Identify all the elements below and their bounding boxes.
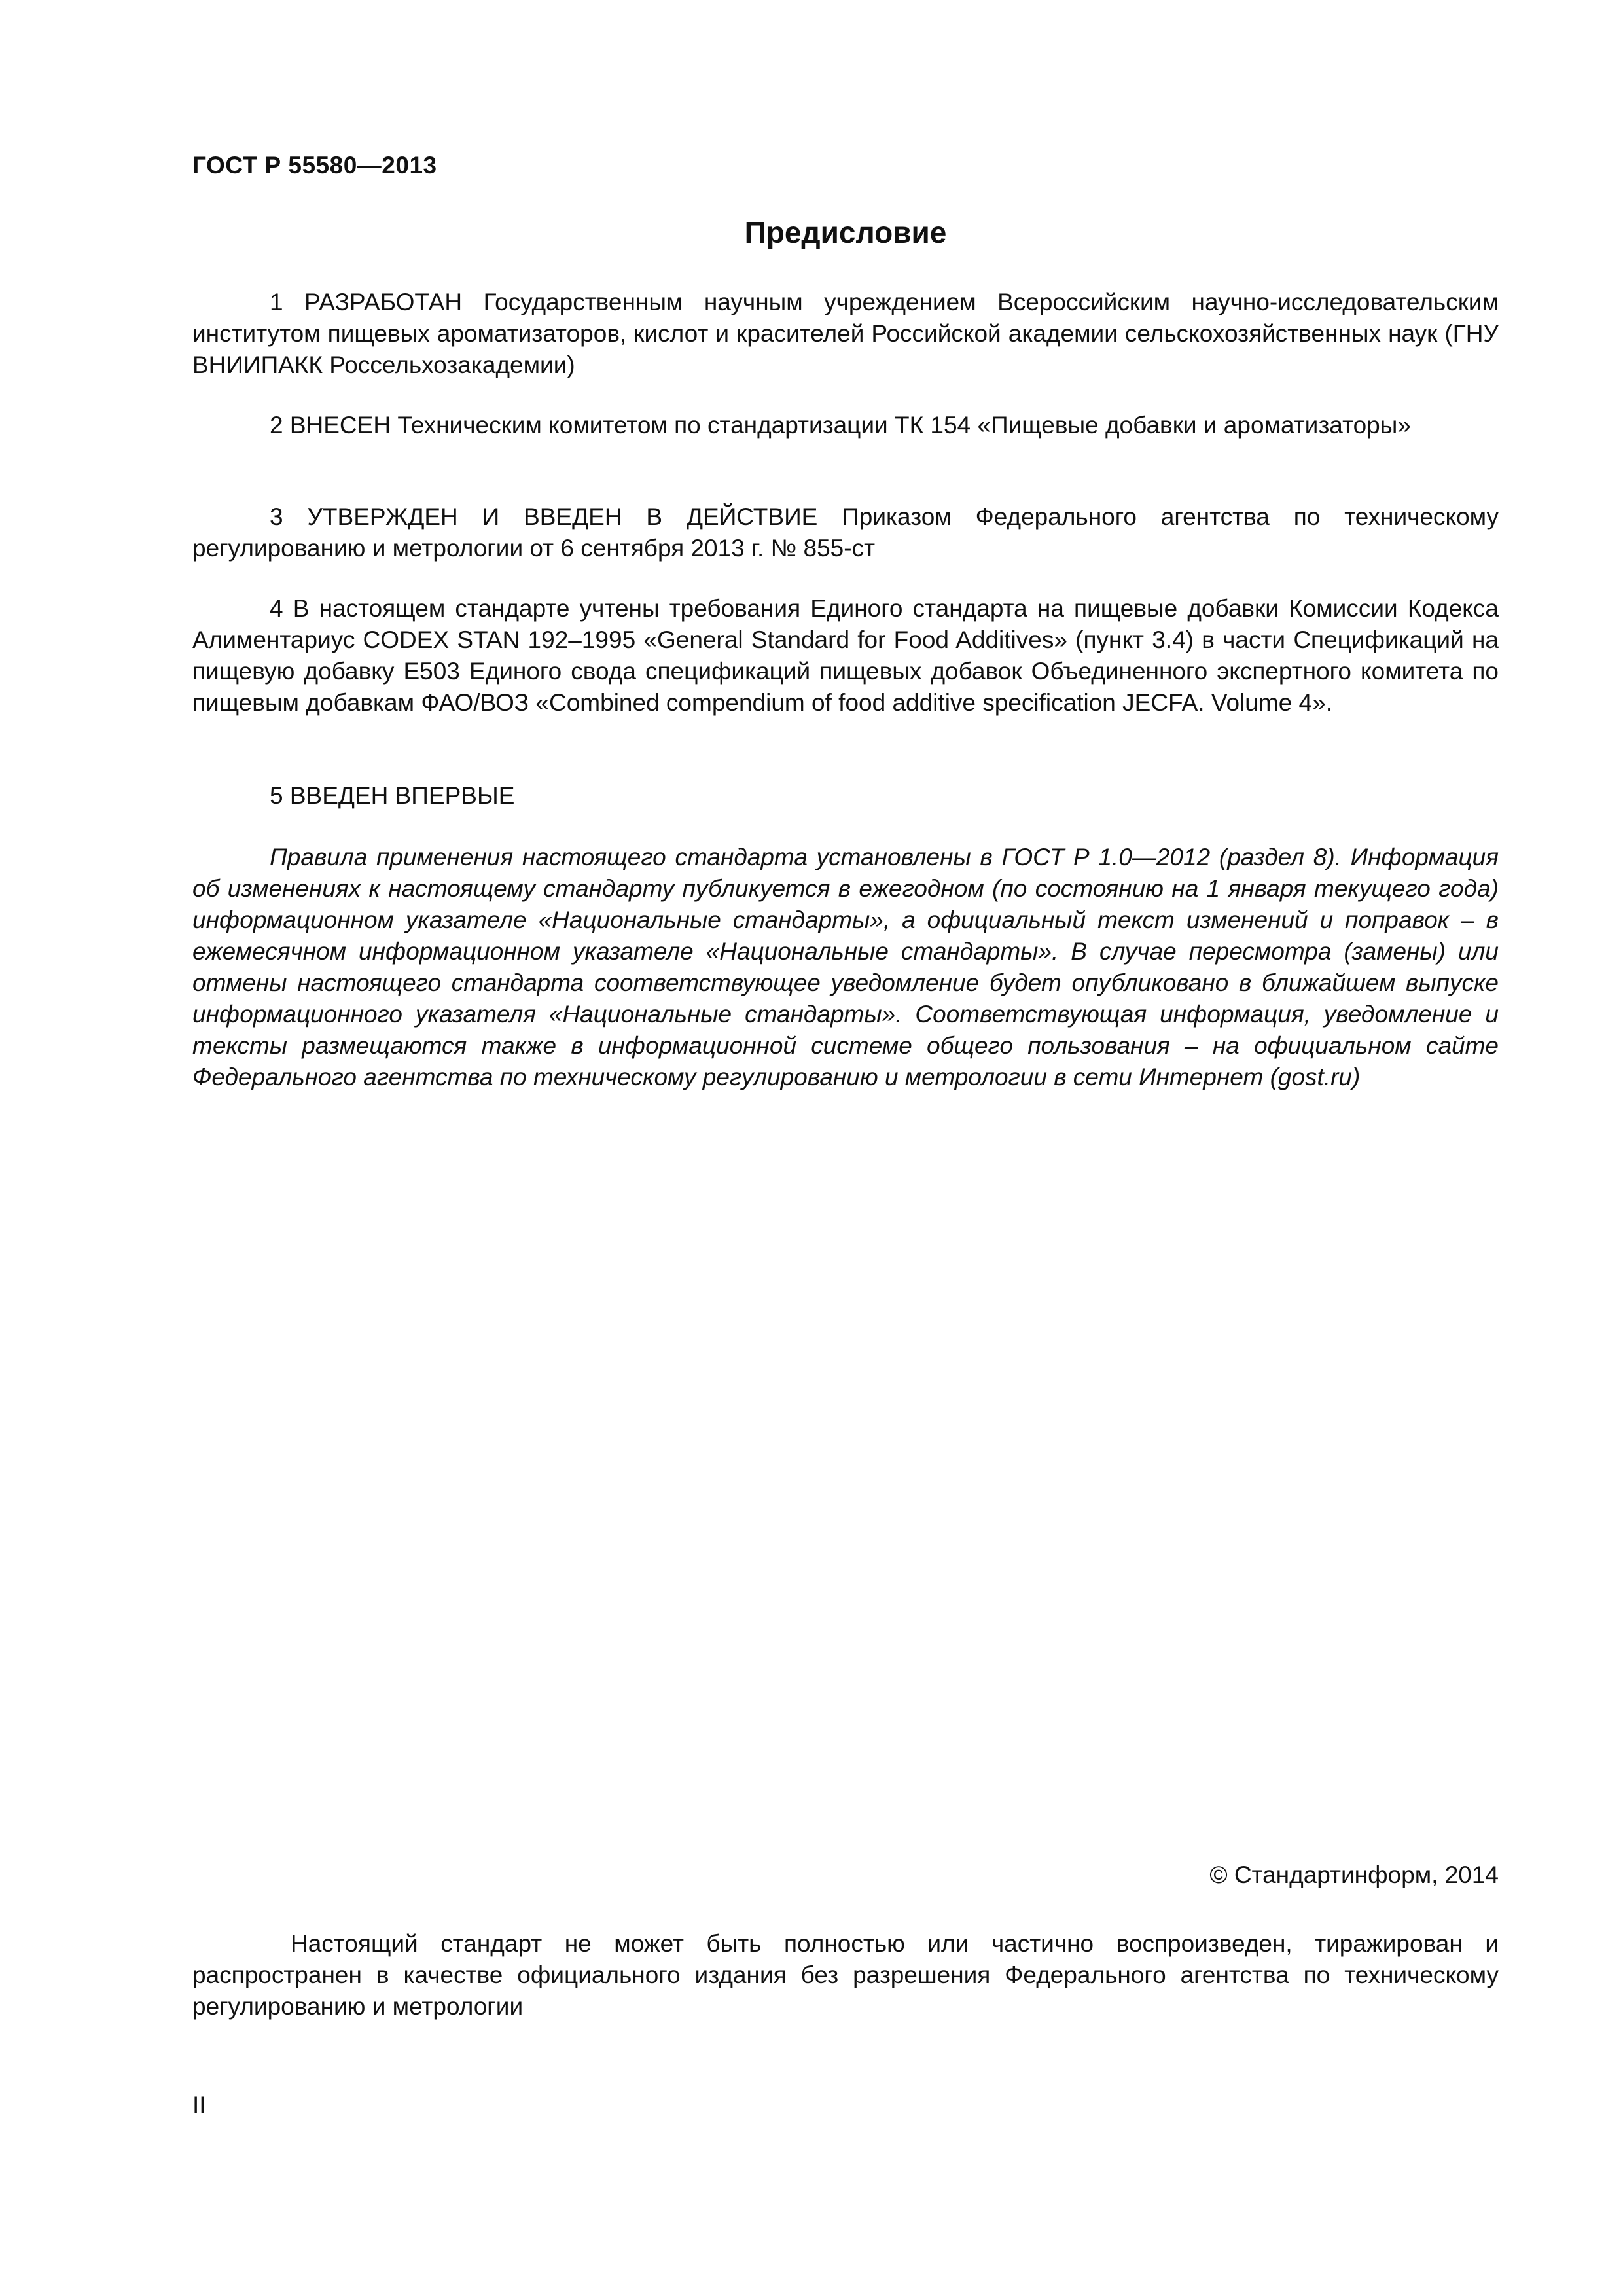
paragraph-text: 4 В настоящем стандарте учтены требования Единого стандарта на пищевые добавки Комиссии Кодекса Алиментариус CODEX STAN 192–1995 «General Standard for Food Additives» (пункт 3.4) в части Спецификаций на пищевую добавку Е503 Единого свода спецификаций пищевых добавок Объединенного экспертного комитета по пищевым добавкам ФАО/ВОЗ «Combined compendium of food additive specification JECFA. Volume 4».: [192, 595, 1499, 716]
legal-notice: [192, 1928, 1499, 2022]
foreword-item-first-introduced: [192, 780, 1499, 812]
foreword-item-developed: [192, 287, 1499, 381]
copyright-notice: © Стандартинформ, 2014: [1209, 1861, 1499, 1888]
paragraph-text: 3 УТВЕРЖДЕН И ВВЕДЕН В ДЕЙСТВИЕ Приказом Федерального агентства по техническому регулированию и метрологии от 6 сентября 2013 г. № 855-ст: [192, 503, 1499, 562]
foreword-item-requirements: [192, 593, 1499, 719]
paragraph-text: Настоящий стандарт не может быть полностью или частично воспроизведен, тиражирован и распространен в качестве официального издания без разрешения Федерального агентства по техническому регулированию и метрологии: [192, 1930, 1499, 2020]
paragraph-text: 2 ВНЕСЕН Техническим комитетом по стандартизации ТК 154 «Пищевые добавки и ароматизаторы»: [270, 412, 1411, 439]
rules-application-note: [192, 842, 1499, 1093]
page-number: II: [192, 2092, 206, 2119]
foreword-item-approved: [192, 501, 1499, 564]
paragraph-text: Правила применения настоящего стандарта установлены в ГОСТ Р 1.0—2012 (раздел 8). Информация об изменениях к настоящему стандарту публикуется в ежегодном (по состоянию на 1 января текущего года) информационном указателе «Национальные стандарты», а официальный текст изменений и поправок – в ежемесячном информационном указателе «Национальные стандарты». В случае пересмотра (замены) или отмены настоящего стандарта соответствующее уведомление будет опубликовано в ближайшем выпуске информационного указателя «Национальные стандарты». Соответствующая информация, уведомление и тексты размещаются также в информационной системе общего пользования – на официальном сайте Федерального агентства по техническому регулированию и метрологии в сети Интернет (gost.ru): [192, 844, 1499, 1090]
paragraph-text: 5 ВВЕДЕН ВПЕРВЫЕ: [270, 782, 515, 809]
page-title: Предисловие: [744, 215, 947, 249]
foreword-item-introduced: [192, 410, 1499, 441]
paragraph-text: 1 РАЗРАБОТАН Государственным научным учреждением Всероссийским научно-исследовательским институтом пищевых ароматизаторов, кислот и красителей Российской академии сельскохозяйственных наук (ГНУ ВНИИПАКК Россельхозакадемии): [192, 289, 1499, 378]
document-code-header: ГОСТ Р 55580—2013: [192, 152, 437, 179]
